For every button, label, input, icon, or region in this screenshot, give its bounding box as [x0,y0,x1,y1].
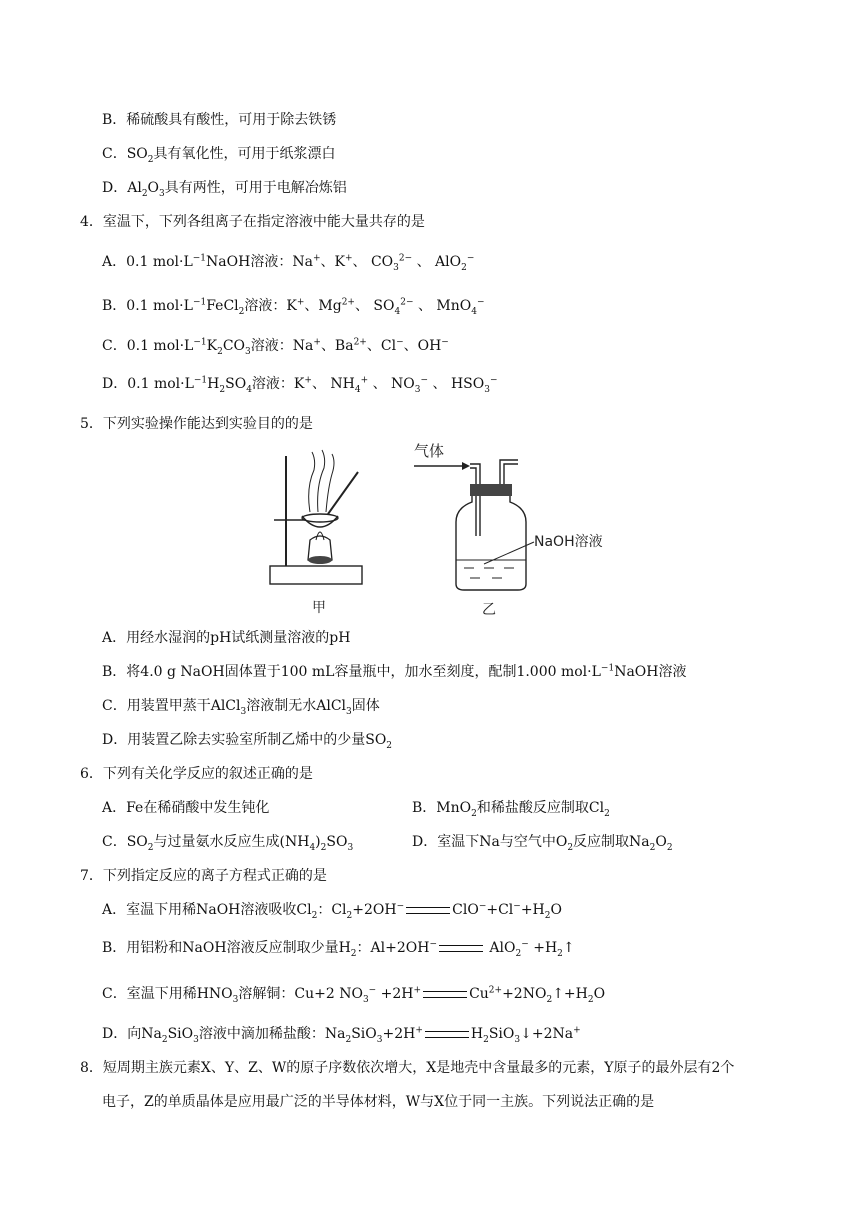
q6-option-b: B．MnO$_2$和稀盐酸反应制取$Cl_2$ [412,800,610,819]
q7-option-a: A．室温下用稀NaOH溶液吸收$Cl_2$：$Cl_2+2OH^-$ $ClO^-+Cl^-+H_2O$ [102,901,562,921]
q3-option-d: D．$Al_2O_3$具有两性，可用于电解冶炼铝 [102,180,347,199]
q4-option-b: B．0.1 $mol\cdot L^{-1}FeCl_2$溶液：K+、$Mg^{2+}$、 $SO_4^{2-}$ 、 MnO$_4$− [102,297,485,317]
q7-option-c: C．室温下用稀$HNO_3$溶解铜：Cu+2 $NO_3^- +2H^+$ $Cu^{2+}+2NO_2↑+H_2O$ [102,985,606,1005]
equals-sign [439,945,483,952]
apparatus-jia-figure [266,448,366,618]
q3-option-c: C．$SO_2$具有氧化性，可用于纸浆漂白 [102,146,336,165]
q6-option-c: C．$SO_2$与过量氨水反应生成$(NH_4)_2SO_3$ [102,834,354,853]
figure-label-jia: 甲 [312,600,326,616]
q5-option-b: B．将4.0 g NaOH固体置于100 mL容量瓶中，加水至刻度，配制1.000 $mol\cdot L^{-1}NaOH$溶液 [102,663,687,680]
q4-option-d: D．0.1 $mol\cdot L^{-1}H_2SO_4$溶液：K+、 $NH_4^+$ 、 $NO_3^-$ 、 $HSO_3^-$ [102,375,498,395]
equals-sign [406,907,450,914]
q4-stem: 4．室温下，下列各组离子在指定溶液中能大量共存的是 [80,214,425,230]
q8-stem-line2: 电子，Z的单质晶体是应用最广泛的半导体材料，W与X位于同一主族。下列说法正确的是 [102,1094,655,1110]
q7-stem: 7．下列指定反应的离子方程式正确的是 [80,868,327,884]
q7-option-d: D．向$Na_2SiO_3$溶液中滴加稀盐酸：$Na_2SiO_3+2H^+$ $H_2SiO_3↓+2Na^+$ [102,1025,581,1045]
q6-stem: 6．下列有关化学反应的叙述正确的是 [80,766,313,782]
apparatus-yi-figure [410,436,620,618]
q6-option-a: A．Fe在稀硝酸中发生钝化 [102,800,270,816]
equals-sign [425,1031,469,1038]
figure-label-yi: 乙 [482,602,496,618]
q5-option-d: D．用装置乙除去实验室所制乙烯中的少量$SO_2$ [102,732,393,751]
q7-option-b: B．用铝粉和NaOH溶液反应制取少量$H_2$：Al+2OH− $AlO_2^- +H_2↑$ [102,939,575,959]
q5-option-a: A．用经水湿润的pH试纸测量溶液的pH [102,630,351,646]
q4-option-c: C．0.1 $mol\cdot L^{-1}K_2CO_3$溶液：Na+、$Ba^{2+}$、Cl−、OH− [102,337,449,357]
naoh-label: NaOH溶液 [534,534,603,550]
q4-option-a: A．0.1 $mol\cdot L^{-1}NaOH$溶液：Na+、K+、 $CO_3^{2-}$ 、 AlO$_2$− [102,253,475,273]
q5-stem: 5．下列实验操作能达到实验目的的是 [80,416,313,432]
gas-label: 气体 [414,442,445,460]
q6-option-d: D．室温下Na与空气中$O_2$反应制取$Na_2O_2$ [412,834,673,853]
equals-sign [423,991,467,998]
q3-option-b: B．稀硫酸具有酸性，可用于除去铁锈 [102,112,337,128]
q5-option-c: C．用装置甲蒸干AlCl$_3$溶液制无水AlCl$_3$固体 [102,698,380,717]
q8-stem-line1: 8．短周期主族元素X、Y、Z、W的原子序数依次增大，X是地壳中含量最多的元素，Y原子的最外层有2个 [80,1060,735,1076]
